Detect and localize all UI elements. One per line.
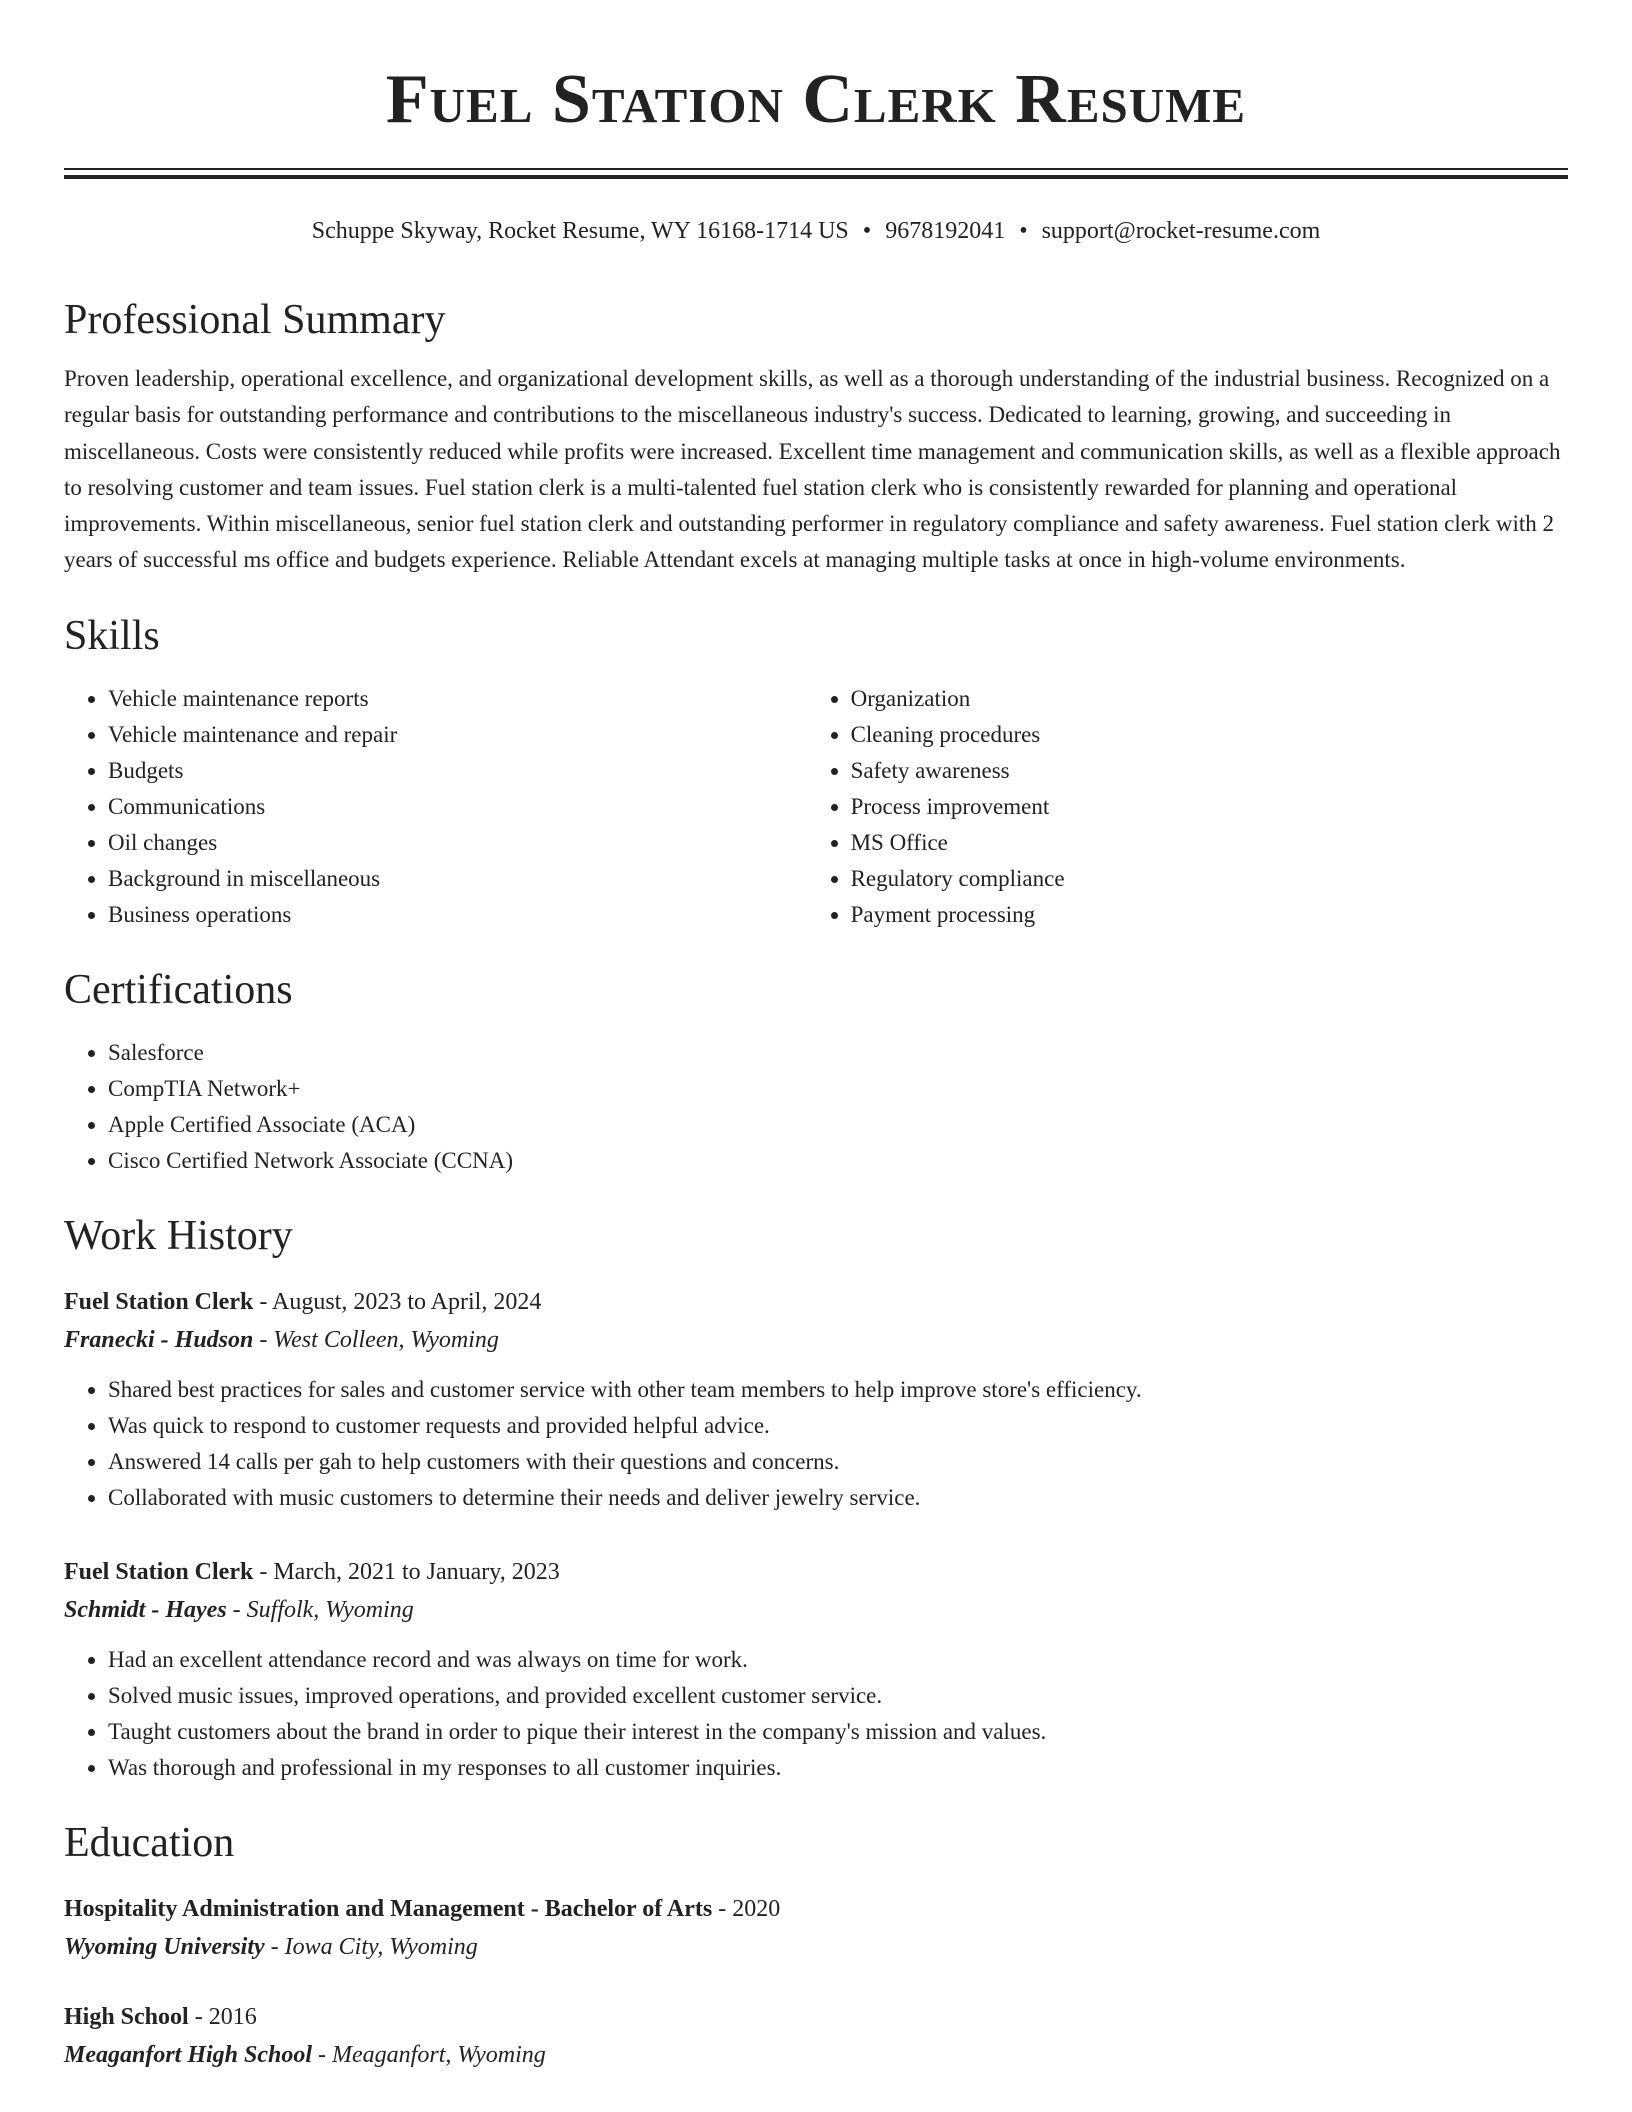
skills-list-left xyxy=(64,681,807,933)
certification-item: • CompTIA Network+ xyxy=(108,1071,1568,1107)
skills-columns xyxy=(64,681,1568,933)
contact-email: support@rocket-resume.com xyxy=(1041,218,1321,244)
certifications-list xyxy=(64,1035,1568,1179)
education-degree: High School xyxy=(64,2003,189,2030)
certifications-heading: Certifications xyxy=(64,966,293,1013)
education-school: Meaganfort High School xyxy=(64,2041,313,2068)
skill-item: • Payment processing xyxy=(851,897,1568,933)
job-company: Schmidt - Hayes xyxy=(64,1596,227,1623)
education-degree: Hospitality Administration and Management - Bachelor of Arts xyxy=(64,1895,713,1922)
skill-item: • Process improvement xyxy=(851,789,1568,825)
job-bullet: • Was thorough and professional in my responses to all customer inquiries. xyxy=(108,1750,1568,1786)
job-company: Franecki - Hudson xyxy=(64,1326,254,1353)
skill-item: • Regulatory compliance xyxy=(851,861,1568,897)
contact-separator: • xyxy=(862,218,872,244)
education-entry xyxy=(64,1998,1568,2074)
job-title-line xyxy=(64,1283,1568,1321)
contact-line xyxy=(64,215,1568,247)
summary-heading: Professional Summary xyxy=(64,297,446,343)
job-location: - West Colleen, Wyoming xyxy=(253,1326,499,1353)
job-bullet: • Taught customers about the brand in order to pique their interest in the company's mission and values. xyxy=(108,1714,1568,1750)
skill-item: • Organization xyxy=(851,681,1568,717)
contact-address: Schuppe Skyway, Rocket Resume, WY 16168-1714 US xyxy=(311,218,849,244)
contact-separator: • xyxy=(1019,218,1028,244)
skill-item: • Cleaning procedures xyxy=(851,717,1568,753)
job-dates: - August, 2023 to April, 2024 xyxy=(253,1288,542,1315)
education-school: Wyoming University xyxy=(64,1933,265,1960)
education-degree-line xyxy=(64,1998,1568,2036)
job-bullet: • Was quick to respond to customer requests and provided helpful advice. xyxy=(108,1408,1568,1444)
education-year: - 2016 xyxy=(188,2003,257,2030)
job-title-line xyxy=(64,1553,1568,1591)
job-dates: - March, 2021 to January, 2023 xyxy=(253,1558,560,1585)
job-bullet: • Solved music issues, improved operations, and provided excellent customer service. xyxy=(108,1678,1568,1714)
education-year: - 2020 xyxy=(712,1895,781,1922)
skill-item: • Vehicle maintenance and repair xyxy=(108,717,807,753)
skill-item: • Oil changes xyxy=(108,825,807,861)
job-title: Fuel Station Clerk xyxy=(64,1288,254,1315)
education-location: - Meaganfort, Wyoming xyxy=(312,2041,546,2068)
job-bullet: • Had an excellent attendance record and was always on time for work. xyxy=(108,1642,1568,1678)
job-company-line xyxy=(64,1591,1568,1629)
skill-item: • MS Office xyxy=(851,825,1568,861)
education-school-line xyxy=(64,2036,1568,2074)
skills-list-right xyxy=(807,681,1568,933)
certification-item: • Apple Certified Associate (ACA) xyxy=(108,1107,1568,1143)
education-school-line xyxy=(64,1928,1568,1966)
skill-item: • Safety awareness xyxy=(851,753,1568,789)
certification-item: • Salesforce xyxy=(108,1035,1568,1071)
job-company-line xyxy=(64,1321,1568,1359)
header-divider-thin xyxy=(64,168,1568,170)
job-location: - Suffolk, Wyoming xyxy=(226,1596,414,1623)
job-bullets xyxy=(64,1372,1568,1516)
resume-content xyxy=(64,292,1568,2074)
skill-item: • Business operations xyxy=(108,897,807,933)
education-location: - Iowa City, Wyoming xyxy=(264,1933,478,1960)
job-entry xyxy=(64,1553,1568,1786)
header-divider-thick xyxy=(64,175,1568,179)
contact-phone: 9678192041 xyxy=(885,218,1006,244)
education-entry xyxy=(64,1890,1568,1966)
education-heading: Education xyxy=(64,1819,235,1866)
resume-title: Fuel Station Clerk Resume xyxy=(385,61,1247,138)
job-entry xyxy=(64,1283,1568,1516)
work-history-heading: Work History xyxy=(64,1212,293,1259)
summary-text: Proven leadership, operational excellence, and organizational development skills, as well as a thorough understanding of the industrial business. Recognized on a regular basis for outstanding performance and contributions to the miscellaneous industry's success. Dedicated to learning, growing, and succeeding in miscellaneous. Costs were consistently reduced while profits were increased. Excellent time management and communication skills, as well as a flexible approach to resolving customer and team issues. Fuel station clerk is a multi-talented fuel station clerk who is consistently rewarded for planning and operational improvements. Within miscellaneous, senior fuel station clerk and outstanding performer in regulatory compliance and safety awareness. Fuel station clerk with 2 years of successful ms office and budgets experience. Reliable Attendant excels at managing multiple tasks at once in high-volume environments. xyxy=(64,366,1561,573)
job-bullet: • Shared best practices for sales and customer service with other team members to help improve store's efficiency. xyxy=(108,1372,1568,1408)
job-bullet: • Answered 14 calls per gah to help customers with their questions and concerns. xyxy=(108,1444,1568,1480)
certification-item: • Cisco Certified Network Associate (CCNA) xyxy=(108,1143,1568,1179)
skill-item: • Vehicle maintenance reports xyxy=(108,681,807,717)
skill-item: • Communications xyxy=(108,789,807,825)
skills-heading: Skills xyxy=(64,612,160,659)
education-degree-line xyxy=(64,1890,1568,1928)
job-title: Fuel Station Clerk xyxy=(64,1558,254,1585)
skill-item: • Budgets xyxy=(108,753,807,789)
job-bullet: • Collaborated with music customers to determine their needs and deliver jewelry service. xyxy=(108,1480,1568,1516)
job-bullets xyxy=(64,1642,1568,1786)
skill-item: • Background in miscellaneous xyxy=(108,861,807,897)
